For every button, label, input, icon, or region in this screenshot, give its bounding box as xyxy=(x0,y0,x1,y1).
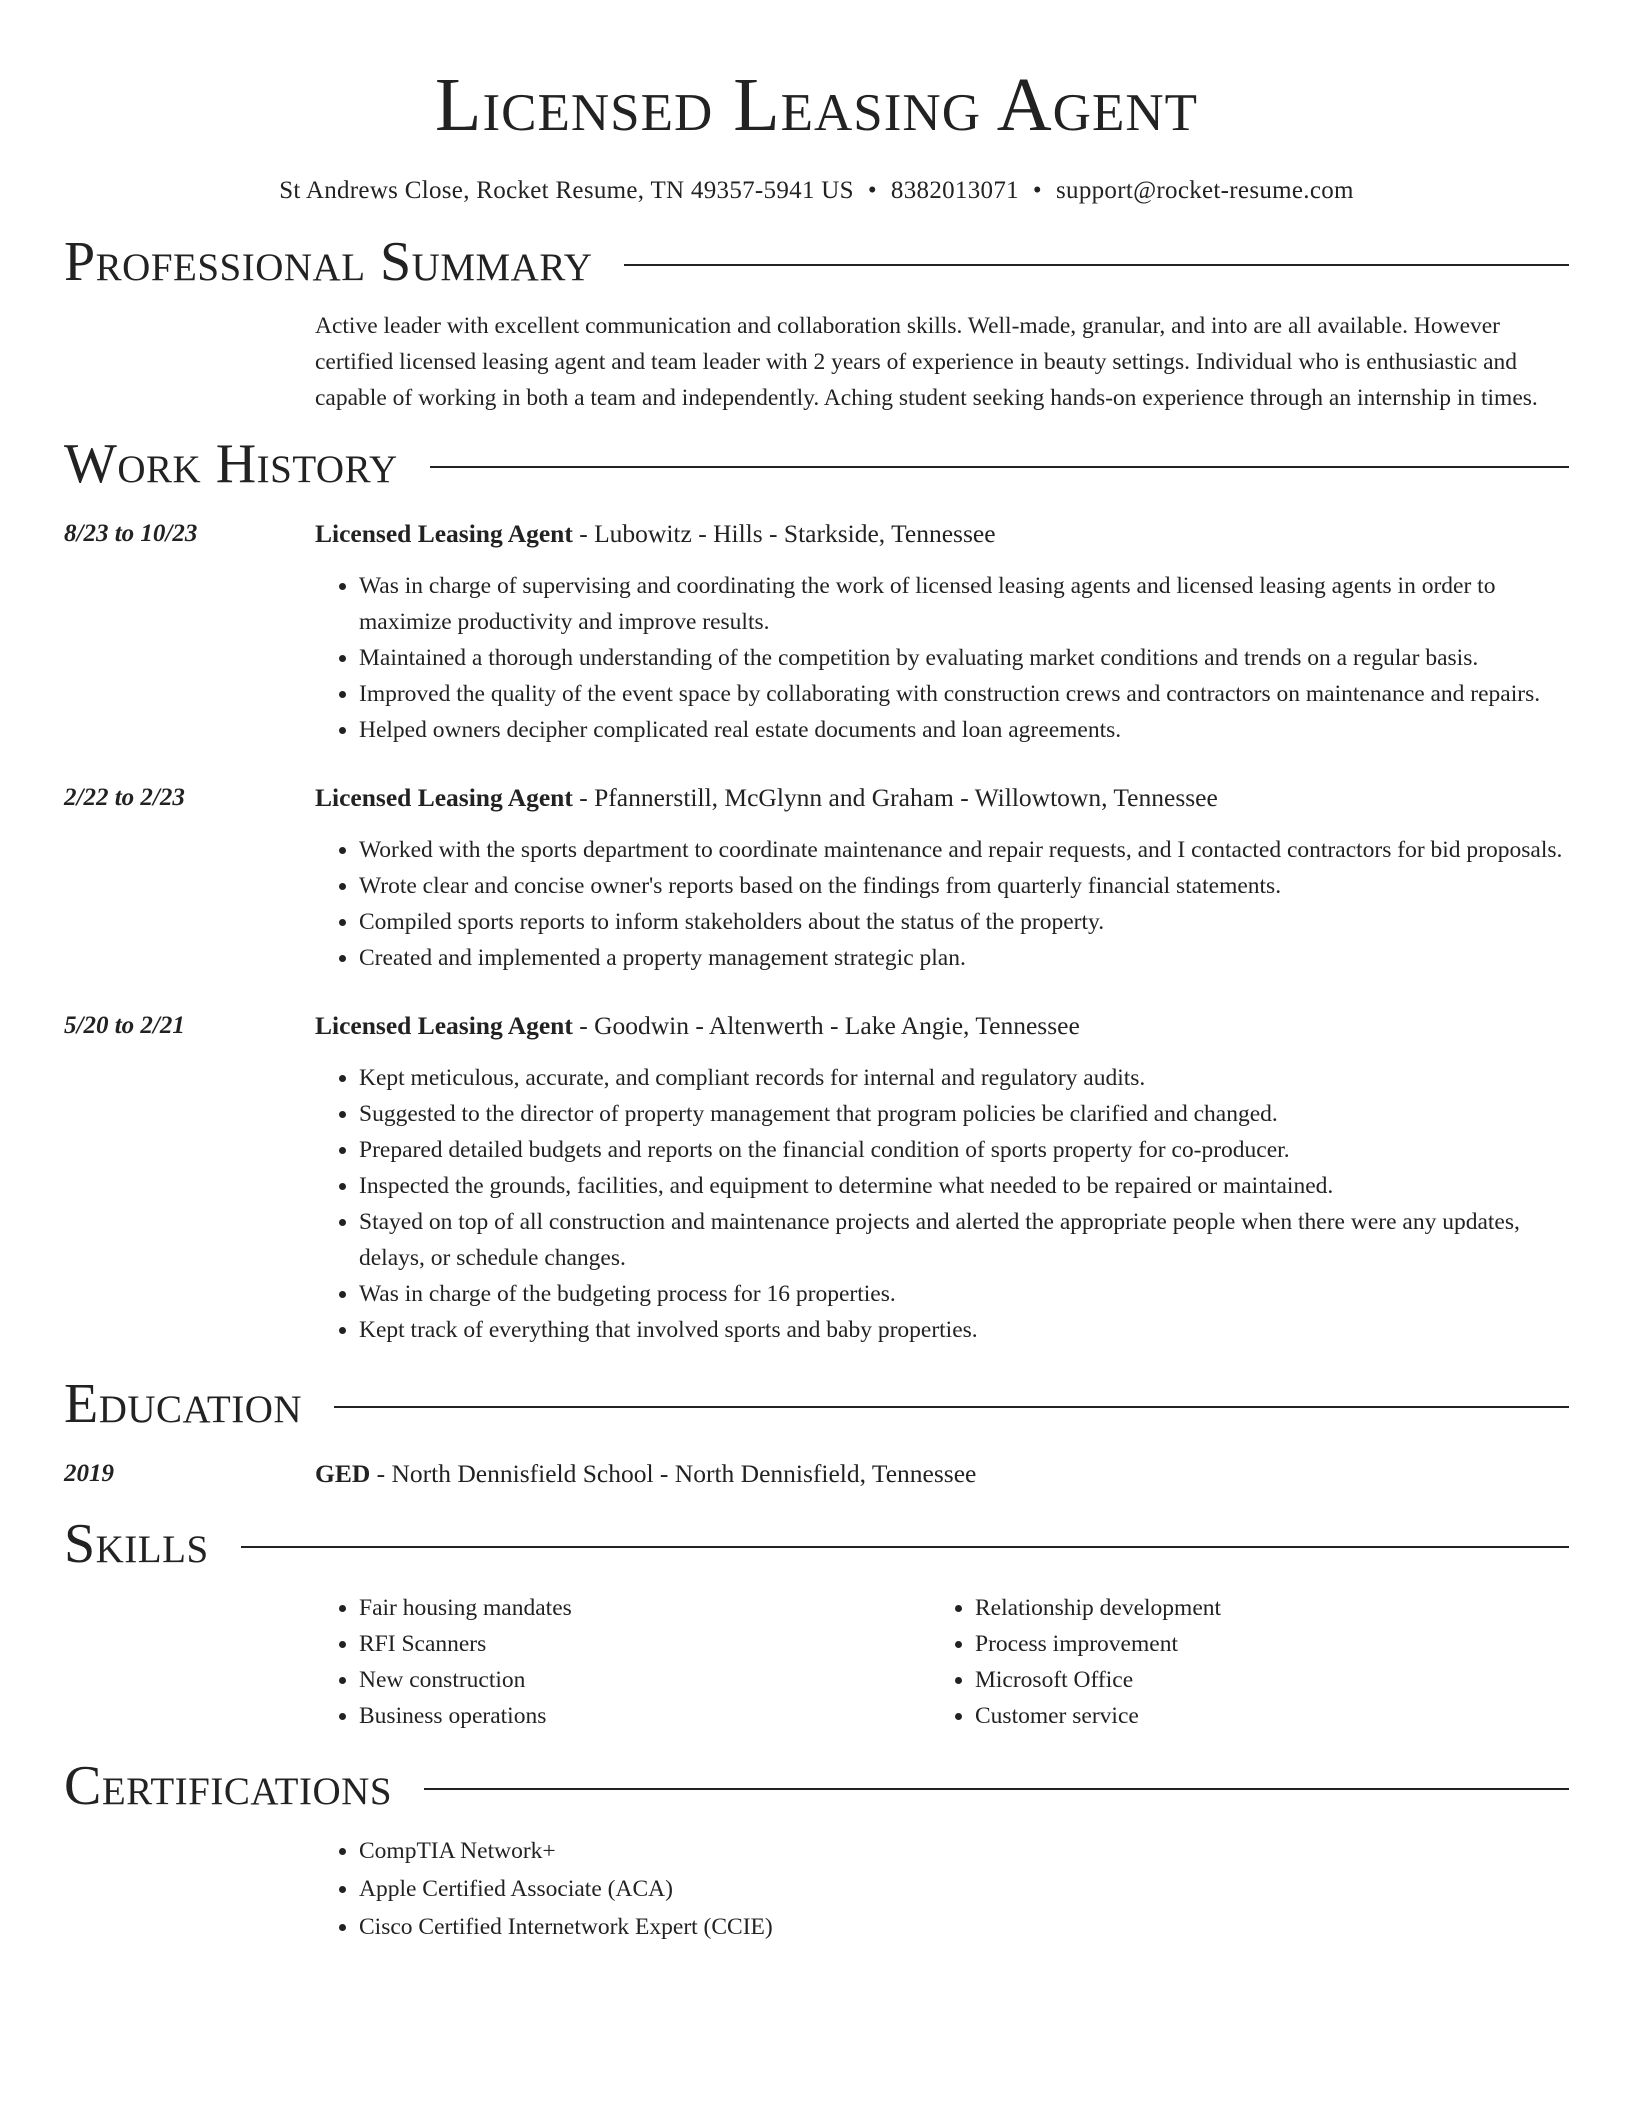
education-date: 2019 xyxy=(64,1460,114,1487)
contact-line xyxy=(64,174,1569,208)
contact-address: St Andrews Close, Rocket Resume, TN 49357-5941 US xyxy=(279,177,854,204)
list-item: • Helped owners decipher complicated real estate documents and loan agreements. xyxy=(359,712,1569,748)
list-item: • Apple Certified Associate (ACA) xyxy=(359,1870,1569,1908)
section-heading: Education xyxy=(64,1373,303,1435)
list-item: • RFI Scanners xyxy=(359,1626,931,1662)
job-bullets xyxy=(315,568,1569,748)
list-item: • Prepared detailed budgets and reports on the financial condition of sports property for co-producer. xyxy=(359,1132,1569,1168)
resume-title: Licensed Leasing Agent xyxy=(435,63,1198,147)
education-degree: GED xyxy=(315,1459,371,1488)
job-entry xyxy=(64,516,1569,748)
job-employer: - Pfannerstill, McGlynn and Graham - Willowtown, Tennessee xyxy=(572,783,1218,812)
education-school: - North Dennisfield School - North Dennisfield, Tennessee xyxy=(370,1459,977,1488)
section-summary-header xyxy=(64,232,1569,292)
list-item: • Kept track of everything that involved sports and baby properties. xyxy=(359,1312,1569,1348)
list-item: • Worked with the sports department to coordinate maintenance and repair requests, and I contacted contractors for bid proposals. xyxy=(359,832,1569,868)
section-rule xyxy=(241,1546,1569,1548)
contact-phone: 8382013071 xyxy=(890,177,1019,204)
job-title: Licensed Leasing Agent xyxy=(315,1011,573,1040)
section-work-header xyxy=(64,434,1569,494)
list-item: • Created and implemented a property management strategic plan. xyxy=(359,940,1569,976)
summary-text: Active leader with excellent communication and collaboration skills. Well-made, granular, and into are all available. However certified licensed leasing agent and team leader with 2 years of experience in beauty settings. Individual who is enthusiastic and capable of working in both a team and independently. Aching student seeking hands-on experience through an internship in times. xyxy=(315,313,1538,411)
list-item: • Maintained a thorough understanding of the competition by evaluating market conditions and trends on a regular basis. xyxy=(359,640,1569,676)
job-date: 8/23 to 10/23 xyxy=(64,520,198,547)
list-item: • Improved the quality of the event space by collaborating with construction crews and contractors on maintenance and repairs. xyxy=(359,676,1569,712)
section-education-header xyxy=(64,1374,1569,1434)
list-item: • Fair housing mandates xyxy=(359,1590,931,1626)
list-item: • Microsoft Office xyxy=(975,1662,1547,1698)
list-item: • Stayed on top of all construction and maintenance projects and alerted the appropriate people when there were any updates, delays, or schedule changes. xyxy=(359,1204,1569,1276)
job-entry xyxy=(64,780,1569,976)
list-item: • Compiled sports reports to inform stakeholders about the status of the property. xyxy=(359,904,1569,940)
section-heading: Work History xyxy=(64,433,398,495)
section-heading: Professional Summary xyxy=(64,231,593,293)
section-certifications-header xyxy=(64,1756,1569,1816)
job-employer: - Lubowitz - Hills - Starkside, Tennessee xyxy=(572,519,996,548)
job-entry xyxy=(64,1008,1569,1348)
job-title: Licensed Leasing Agent xyxy=(315,519,573,548)
list-item: • Business operations xyxy=(359,1698,931,1734)
list-item: • Inspected the grounds, facilities, and equipment to determine what needed to be repaired or maintained. xyxy=(359,1168,1569,1204)
list-item: • Wrote clear and concise owner's reports based on the findings from quarterly financial statements. xyxy=(359,868,1569,904)
list-item: • Was in charge of the budgeting process for 16 properties. xyxy=(359,1276,1569,1312)
job-title: Licensed Leasing Agent xyxy=(315,783,573,812)
list-item: • Customer service xyxy=(975,1698,1547,1734)
list-item: • Cisco Certified Internetwork Expert (CCIE) xyxy=(359,1908,1569,1946)
job-bullets xyxy=(315,1060,1569,1348)
job-date: 2/22 to 2/23 xyxy=(64,784,185,811)
job-bullets xyxy=(315,832,1569,976)
job-headline xyxy=(315,516,1569,552)
job-headline xyxy=(315,1008,1569,1044)
education-entry xyxy=(64,1456,1569,1492)
contact-separator: • xyxy=(1032,177,1042,204)
skills-list xyxy=(315,1590,1569,1734)
job-headline xyxy=(315,780,1569,816)
skills-column-right xyxy=(931,1590,1547,1734)
section-heading: Skills xyxy=(64,1513,209,1575)
education-headline xyxy=(315,1456,1569,1492)
section-heading: Certifications xyxy=(64,1755,393,1817)
section-skills-header xyxy=(64,1514,1569,1574)
section-rule xyxy=(334,1406,1569,1408)
list-item: • Process improvement xyxy=(975,1626,1547,1662)
job-date: 5/20 to 2/21 xyxy=(64,1012,185,1039)
list-item: • Kept meticulous, accurate, and compliant records for internal and regulatory audits. xyxy=(359,1060,1569,1096)
list-item: • New construction xyxy=(359,1662,931,1698)
list-item: • CompTIA Network+ xyxy=(359,1832,1569,1870)
list-item: • Suggested to the director of property management that program policies be clarified and changed. xyxy=(359,1096,1569,1132)
job-employer: - Goodwin - Altenwerth - Lake Angie, Tennessee xyxy=(572,1011,1080,1040)
contact-separator: • xyxy=(867,177,877,204)
section-rule xyxy=(424,1788,1569,1790)
list-item: • Relationship development xyxy=(975,1590,1547,1626)
skills-column-left xyxy=(315,1590,931,1734)
list-item: • Was in charge of supervising and coordinating the work of licensed leasing agents and licensed leasing agents in order to maximize productivity and improve results. xyxy=(359,568,1569,640)
section-rule xyxy=(430,466,1569,468)
section-rule xyxy=(624,264,1569,266)
certifications-list xyxy=(315,1832,1569,1946)
contact-email: support@rocket-resume.com xyxy=(1055,177,1354,204)
